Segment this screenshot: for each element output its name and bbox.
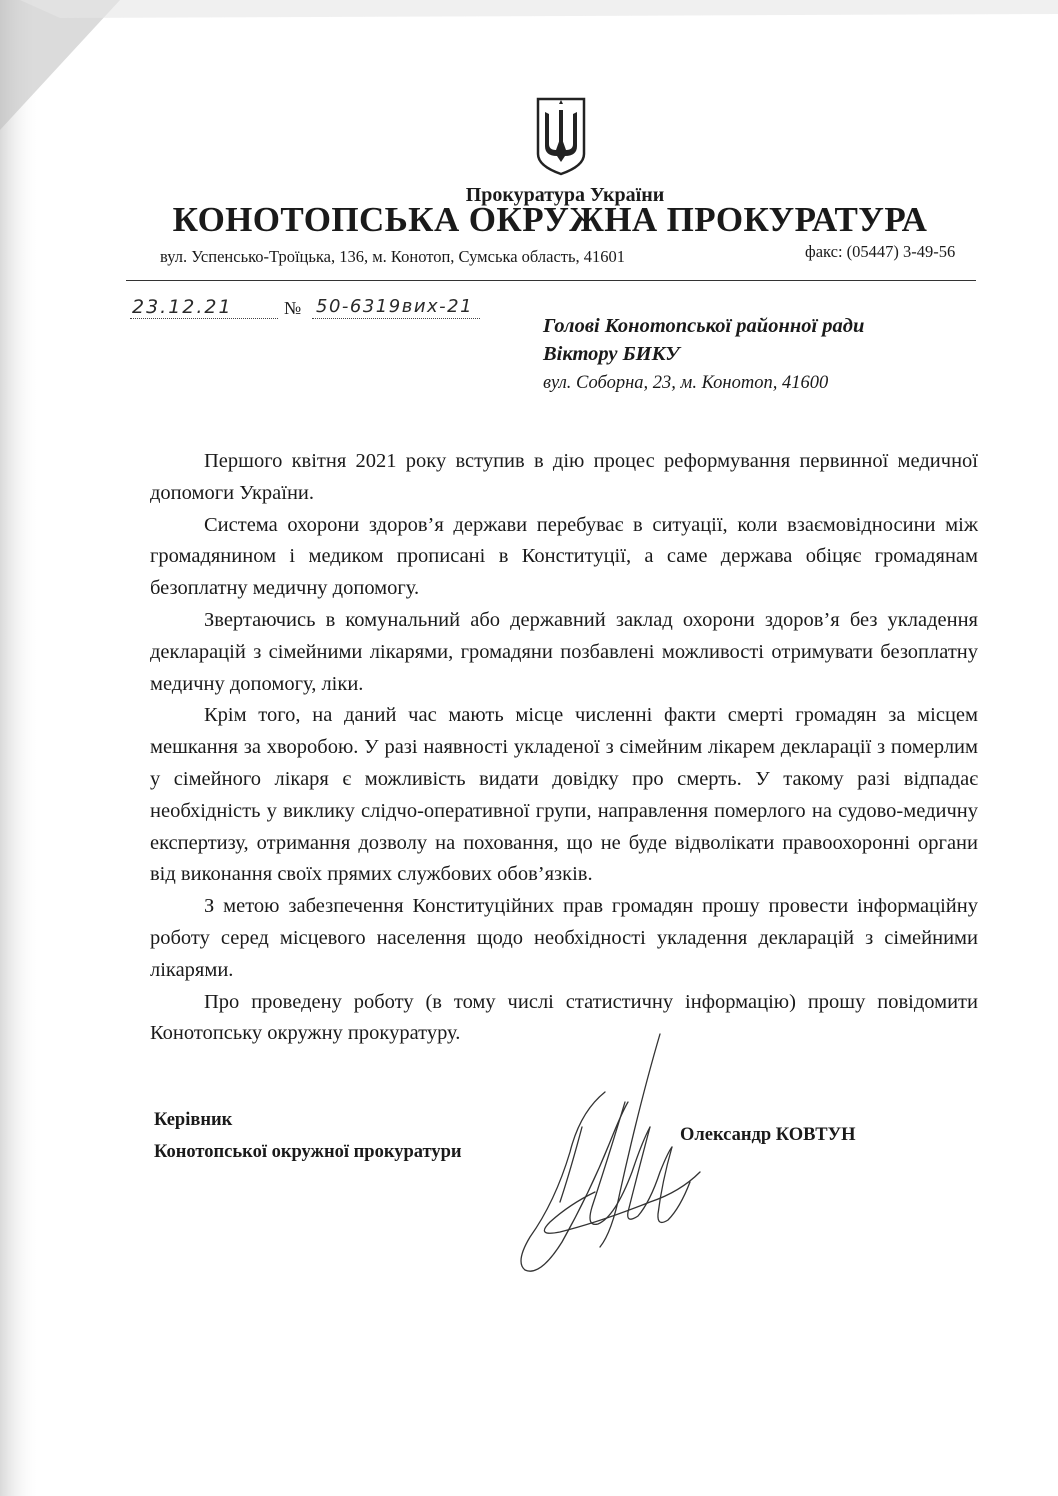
recipient-position: Голові Конотопської районної ради [543, 315, 865, 337]
date-underline [130, 318, 278, 319]
handwritten-signature [500, 1032, 720, 1282]
registration-number: 50-6319вих-21 [316, 296, 474, 317]
org-parent-title: Прокуратура України [465, 184, 665, 206]
body-paragraph: З метою забезпечення Конституційних прав громадян прошу провести інформаційну роботу серед місцевого населення щодо необхідності укладення декларацій з сімейними лікарями. [150, 895, 978, 981]
body-paragraph: Система охорони здоров’я держави перебуває в ситуації, коли взаємовідносини між громадянином і медиком прописані в Конституції, а саме держава обіцяє громадянам безоплатну медичну допомогу. [150, 513, 978, 600]
registration-line [130, 296, 490, 326]
number-sign: № [284, 298, 302, 318]
body-paragraph: Звертаючись в комунальний або державний заклад охорони здоров’я без укладення декларацій з сімейними лікарями, громадяни позбавлені можливості отримувати безоплатну медичну допомогу, ліки. [150, 608, 978, 695]
recipient-block [543, 312, 864, 398]
body-paragraph: Про проведену роботу (в тому числі статистичну інформацію) прошу повідомити Конотопську окружну прокуратуру. [150, 990, 978, 1045]
org-address: вул. Успенсько-Троїцька, 136, м. Конотоп, Сумська область, 41601 [160, 247, 626, 266]
body-paragraph: Крім того, на даний час мають місце численні факти смерті громадян за місцем мешкання за хворобою. У разі наявності укладеної з сімейним лікарем декларації з померлим у сімейного лікаря є можливість видати довідку про смерть. У такому разі відпадає необхідність у виклику слідчо-оперативної групи, направлення померлого на судово-медичну експертизу, отримання дозволу на поховання, що не буде відволікати правоохоронні органи від виконання своїх прямих службових обов’язків. [150, 704, 978, 886]
body-paragraph: Першого квітня 2021 року вступив в дію процес реформування первинної медичної допомоги України. [150, 450, 978, 504]
signatory-title [154, 1104, 462, 1168]
recipient-name: Віктору БИКУ [543, 343, 680, 365]
signatory-title-line: Конотопської окружної прокуратури [154, 1142, 462, 1162]
header-divider [126, 280, 976, 281]
signatory-title-line: Керівник [154, 1110, 233, 1130]
org-main-title: КОНОТОПСЬКА ОКРУЖНА ПРОКУРАТУРА [172, 200, 928, 239]
letter-body [150, 446, 978, 1050]
registration-date: 23.12.21 [132, 296, 233, 318]
signatory-name: Олександр КОВТУН [680, 1125, 856, 1145]
number-underline [312, 318, 480, 319]
org-fax: факс: (05447) 3-49-56 [805, 242, 956, 261]
recipient-address: вул. Соборна, 23, м. Конотоп, 41600 [543, 373, 829, 393]
trident-emblem [535, 96, 587, 176]
